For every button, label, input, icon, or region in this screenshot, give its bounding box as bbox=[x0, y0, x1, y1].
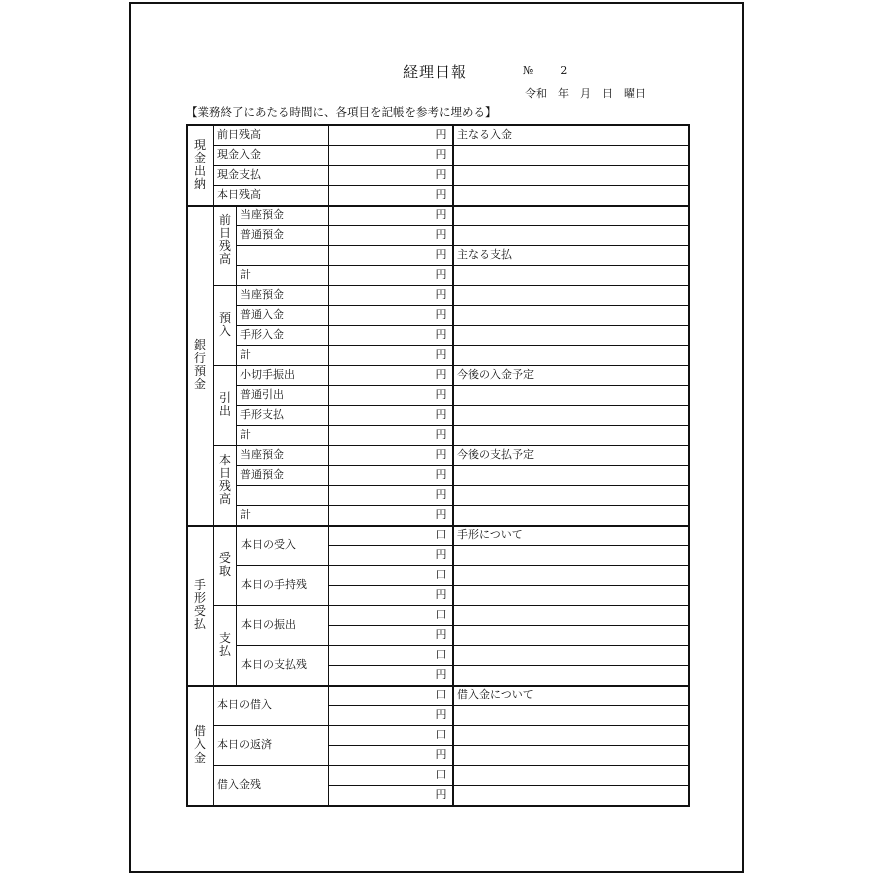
loans-item-label: 本日の返済 bbox=[217, 738, 272, 751]
bank-row-label: 普通入金 bbox=[240, 308, 284, 321]
cash-amount-field[interactable] bbox=[329, 146, 434, 164]
notes-amount-field[interactable] bbox=[329, 586, 434, 604]
notes-amount-field[interactable] bbox=[329, 666, 434, 684]
cash-amount-field[interactable] bbox=[329, 126, 434, 144]
bank-row-label: 普通引出 bbox=[240, 388, 284, 401]
yen-unit: 円 bbox=[435, 788, 447, 801]
cash-row-label: 前日残高 bbox=[217, 128, 261, 141]
yen-unit: 円 bbox=[435, 408, 447, 421]
memo-label-about-loans: 借入金について bbox=[457, 688, 534, 701]
yen-unit: 円 bbox=[435, 448, 447, 461]
memo-field[interactable] bbox=[454, 766, 688, 784]
cash-row-label: 現金支払 bbox=[217, 168, 261, 181]
notes-item-label: 本日の支払残 bbox=[241, 658, 307, 671]
memo-field[interactable] bbox=[454, 466, 688, 484]
yen-unit: 円 bbox=[435, 248, 447, 261]
bank-row-label: 手形支払 bbox=[240, 408, 284, 421]
memo-field[interactable] bbox=[454, 186, 688, 204]
notes-item-label: 本日の手持残 bbox=[241, 578, 307, 591]
count-unit: 口 bbox=[435, 688, 447, 701]
bank-row-label: 計 bbox=[240, 428, 251, 441]
yen-unit: 円 bbox=[435, 208, 447, 221]
count-unit: 口 bbox=[435, 768, 447, 781]
memo-field[interactable] bbox=[454, 506, 688, 524]
cash-amount-field[interactable] bbox=[329, 166, 434, 184]
yen-unit: 円 bbox=[435, 288, 447, 301]
loans-count-field[interactable] bbox=[329, 726, 434, 744]
number-label: № bbox=[523, 64, 534, 77]
count-unit: 口 bbox=[435, 608, 447, 621]
yen-unit: 円 bbox=[435, 668, 447, 681]
count-unit: 口 bbox=[435, 648, 447, 661]
count-unit: 口 bbox=[435, 728, 447, 741]
yen-unit: 円 bbox=[435, 508, 447, 521]
bank-group-title: 本日残高 bbox=[218, 452, 231, 507]
count-unit: 口 bbox=[435, 528, 447, 541]
bank-amount-field[interactable] bbox=[329, 286, 434, 304]
yen-unit: 円 bbox=[435, 748, 447, 761]
bank-row-label: 当座預金 bbox=[240, 288, 284, 301]
memo-field[interactable] bbox=[454, 226, 688, 244]
memo-field[interactable] bbox=[454, 786, 688, 804]
yen-unit: 円 bbox=[435, 268, 447, 281]
bank-amount-field[interactable] bbox=[329, 406, 434, 424]
notes-count-field[interactable] bbox=[329, 646, 434, 664]
number-value: 2 bbox=[560, 64, 568, 77]
bank-row-label: 普通預金 bbox=[240, 468, 284, 481]
yen-unit: 円 bbox=[435, 368, 447, 381]
notes-section-title: 手形受払 bbox=[193, 577, 206, 632]
bank-amount-field[interactable] bbox=[329, 266, 434, 284]
notes-item-label: 本日の受入 bbox=[241, 538, 296, 551]
memo-field[interactable] bbox=[454, 626, 688, 644]
bank-amount-field[interactable] bbox=[329, 446, 434, 464]
memo-field[interactable] bbox=[454, 486, 688, 504]
bank-section-title: 銀行預金 bbox=[193, 337, 206, 392]
memo-field[interactable] bbox=[454, 366, 688, 384]
bank-row-label: 当座預金 bbox=[240, 448, 284, 461]
bank-amount-field[interactable] bbox=[329, 346, 434, 364]
yen-unit: 円 bbox=[435, 328, 447, 341]
notes-amount-field[interactable] bbox=[329, 546, 434, 564]
loans-count-field[interactable] bbox=[329, 686, 434, 704]
memo-field[interactable] bbox=[454, 306, 688, 324]
notes-count-field[interactable] bbox=[329, 606, 434, 624]
bank-group-title: 前日残高 bbox=[218, 212, 231, 267]
memo-field[interactable] bbox=[454, 426, 688, 444]
memo-field[interactable] bbox=[454, 646, 688, 664]
memo-field[interactable] bbox=[454, 146, 688, 164]
memo-field[interactable] bbox=[454, 266, 688, 284]
loans-section-title: 借入金 bbox=[193, 724, 206, 765]
memo-field[interactable] bbox=[454, 286, 688, 304]
memo-field[interactable] bbox=[454, 526, 688, 544]
memo-field[interactable] bbox=[454, 686, 688, 704]
memo-field[interactable] bbox=[454, 346, 688, 364]
memo-field[interactable] bbox=[454, 406, 688, 424]
yen-unit: 円 bbox=[435, 128, 447, 141]
memo-field[interactable] bbox=[454, 586, 688, 604]
loans-amount-field[interactable] bbox=[329, 786, 434, 804]
bank-row-label: 当座預金 bbox=[240, 208, 284, 221]
bank-row-label: 計 bbox=[240, 348, 251, 361]
cash-row-label: 本日残高 bbox=[217, 188, 261, 201]
memo-field[interactable] bbox=[454, 166, 688, 184]
memo-field[interactable] bbox=[454, 666, 688, 684]
memo-label-main-receipts: 主なる入金 bbox=[457, 128, 512, 141]
notes-count-field[interactable] bbox=[329, 566, 434, 584]
memo-field[interactable] bbox=[454, 386, 688, 404]
notes-amount-field[interactable] bbox=[329, 626, 434, 644]
yen-unit: 円 bbox=[435, 488, 447, 501]
bank-row-label: 普通預金 bbox=[240, 228, 284, 241]
yen-unit: 円 bbox=[435, 468, 447, 481]
notes-group-title: 受取 bbox=[218, 550, 231, 578]
bank-amount-field[interactable] bbox=[329, 306, 434, 324]
loans-count-field[interactable] bbox=[329, 766, 434, 784]
yen-unit: 円 bbox=[435, 428, 447, 441]
yen-unit: 円 bbox=[435, 348, 447, 361]
loans-amount-field[interactable] bbox=[329, 746, 434, 764]
memo-field[interactable] bbox=[454, 126, 688, 144]
cash-section-title: 現金出納 bbox=[193, 137, 206, 192]
memo-field[interactable] bbox=[454, 566, 688, 584]
instruction-text: 【業務終了にあたる時間に、各項目を記帳を参考に埋める】 bbox=[186, 105, 497, 119]
bank-amount-field[interactable] bbox=[329, 506, 434, 524]
loans-amount-field[interactable] bbox=[329, 706, 434, 724]
memo-field[interactable] bbox=[454, 606, 688, 624]
bank-amount-field[interactable] bbox=[329, 326, 434, 344]
memo-field[interactable] bbox=[454, 206, 688, 224]
cash-amount-field[interactable] bbox=[329, 186, 434, 204]
yen-unit: 円 bbox=[435, 188, 447, 201]
yen-unit: 円 bbox=[435, 228, 447, 241]
notes-count-field[interactable] bbox=[329, 526, 434, 544]
memo-field[interactable] bbox=[454, 726, 688, 744]
bank-row-label: 計 bbox=[240, 508, 251, 521]
bank-row-label: 手形入金 bbox=[240, 328, 284, 341]
memo-field[interactable] bbox=[454, 546, 688, 564]
bank-amount-field[interactable] bbox=[329, 426, 434, 444]
bank-group-title: 引出 bbox=[218, 390, 231, 418]
memo-label-about-notes: 手形について bbox=[457, 528, 523, 541]
memo-field[interactable] bbox=[454, 446, 688, 464]
notes-group-title: 支払 bbox=[218, 630, 231, 658]
bank-group-title: 預入 bbox=[218, 310, 231, 338]
document-number bbox=[523, 64, 567, 77]
bank-row-label: 小切手振出 bbox=[240, 368, 295, 381]
bank-amount-field[interactable] bbox=[329, 206, 434, 224]
yen-unit: 円 bbox=[435, 548, 447, 561]
bank-amount-field[interactable] bbox=[329, 226, 434, 244]
date-line: 令和 年 月 日 曜日 bbox=[525, 87, 646, 100]
loans-item-label: 借入金残 bbox=[217, 778, 261, 791]
bank-amount-field[interactable] bbox=[329, 366, 434, 384]
bank-amount-field[interactable] bbox=[329, 246, 434, 264]
loans-item-label: 本日の借入 bbox=[217, 698, 272, 711]
memo-label-future-receipts: 今後の入金予定 bbox=[457, 368, 534, 381]
bank-amount-field[interactable] bbox=[329, 386, 434, 404]
memo-field[interactable] bbox=[454, 746, 688, 764]
yen-unit: 円 bbox=[435, 308, 447, 321]
yen-unit: 円 bbox=[435, 628, 447, 641]
cash-row-label: 現金入金 bbox=[217, 148, 261, 161]
memo-label-future-payments: 今後の支払予定 bbox=[457, 448, 534, 461]
memo-label-main-payments: 主なる支払 bbox=[457, 248, 512, 261]
memo-field[interactable] bbox=[454, 706, 688, 724]
count-unit: 口 bbox=[435, 568, 447, 581]
bank-amount-field[interactable] bbox=[329, 466, 434, 484]
page-title: 経理日報 bbox=[403, 63, 468, 81]
yen-unit: 円 bbox=[435, 388, 447, 401]
bank-row-label: 計 bbox=[240, 268, 251, 281]
yen-unit: 円 bbox=[435, 588, 447, 601]
bank-amount-field[interactable] bbox=[329, 486, 434, 504]
yen-unit: 円 bbox=[435, 148, 447, 161]
yen-unit: 円 bbox=[435, 168, 447, 181]
memo-field[interactable] bbox=[454, 246, 688, 264]
notes-item-label: 本日の振出 bbox=[241, 618, 296, 631]
yen-unit: 円 bbox=[435, 708, 447, 721]
memo-field[interactable] bbox=[454, 326, 688, 344]
